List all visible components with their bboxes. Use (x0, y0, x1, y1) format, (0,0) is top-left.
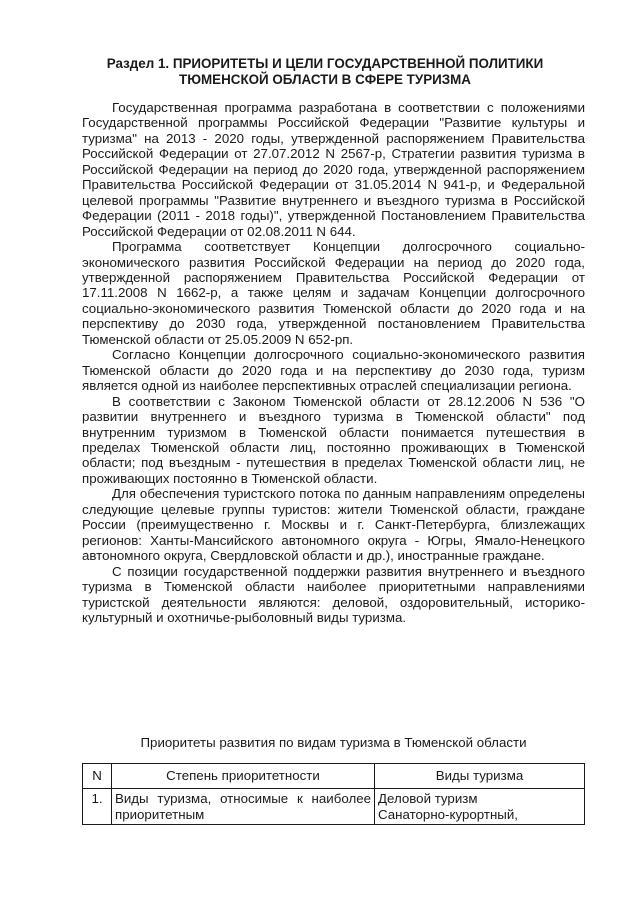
paragraph-target-groups: Для обеспечения туристского потока по данным направлениям определены следующие целевые группы туристов: жители Тюменской области, граждане России (преимущественно г. Москвы и г. Санкт-Петербурга, близлежащих регионов: Ханты-Мансийского автономного округа - Югры, Ямало-Ненецкого автономного округа, Свердловской области и др.), иностранные граждане. (82, 486, 585, 564)
tourism-kind-item: Санаторно-курортный, (378, 806, 518, 822)
row-number: 1. (83, 789, 112, 825)
table-header-row (83, 764, 585, 789)
section-heading-line-2: ТЮМЕНСКОЙ ОБЛАСТИ В СФЕРЕ ТУРИЗМА (179, 72, 471, 87)
section-heading-line-1: Раздел 1. ПРИОРИТЕТЫ И ЦЕЛИ ГОСУДАРСТВЕННОЙ ПОЛИТИКИ (106, 56, 544, 71)
paragraph-tourism-specialization: Согласно Концепции долгосрочного социально-экономического развития Тюменской области до 2020 года и на перспективу до 2030 года, туризм является одной из наиболее перспективных отраслей специализации региона. (82, 347, 585, 394)
priorities-table (82, 763, 585, 825)
header-priority-degree: Степень приоритетности (112, 764, 375, 789)
header-tourism-kinds: Виды туризма (375, 764, 585, 789)
table-row (83, 789, 585, 825)
paragraph-priority-directions: С позиции государственной поддержки развития внутреннего и въездного туризма в Тюменской области наиболее приоритетными направлениями туристской деятельности являются: деловой, оздоровительный, историко-культурный и охотничье-рыболовный виды туризма. (82, 563, 585, 625)
row-tourism-kinds (375, 789, 585, 825)
paragraph-legal-basis: Государственная программа разработана в соответствии с положениями Государственной программы Российской Федерации "Развитие культуры и туризма" на 2013 - 2020 годы, утвержденной распоряжением Правительства Российской Федерации от 27.07.2012 N 2567-р, Стратегии развития туризма в Российской Федерации на период до 2020 года, утвержденной распоряжением Правительства Российской Федерации от 31.05.2014 N 941-р, и Федеральной целевой программы "Развитие внутреннего и въездного туризма в Российской Федерации (2011 - 2018 годы)", утвержденной Постановлением Правительства Российской Федерации от 02.08.2011 N 644. (82, 100, 585, 239)
section-heading (90, 56, 560, 88)
body-text (82, 100, 585, 625)
paragraph-law-definitions: В соответствии с Законом Тюменской области от 28.12.2006 N 536 "О развитии внутреннего и въездного туризма в Тюменской области" под внутренним туризмом в Тюменской области понимается путешествия в пределах Тюменской области лиц, постоянно проживающих в Тюменской области; под въездным - путешествия в пределах Тюменской области лиц, не проживающих постоянно в Тюменской области. (82, 393, 585, 486)
tourism-kind-item: Деловой туризм (378, 791, 478, 806)
table-title: Приоритеты развития по видам туризма в Тюменской области (140, 735, 527, 750)
row-priority-degree: Виды туризма, относимые к наиболее приоритетным (112, 789, 375, 825)
paragraph-concept-compliance: Программа соответствует Концепции долгосрочного социально-экономического развития Российской Федерации на период до 2020 года, утвержденной распоряжением Правительства Российской Федерации от 17.11.2008 N 1662-р, а также целям и задачам Концепции долгосрочного социально-экономического развития Тюменской области до 2020 года и на перспективу до 2030 года, утвержденной постановлением Правительства Тюменской области от 25.05.2009 N 652-рп. (82, 239, 585, 347)
header-number: N (83, 764, 112, 789)
